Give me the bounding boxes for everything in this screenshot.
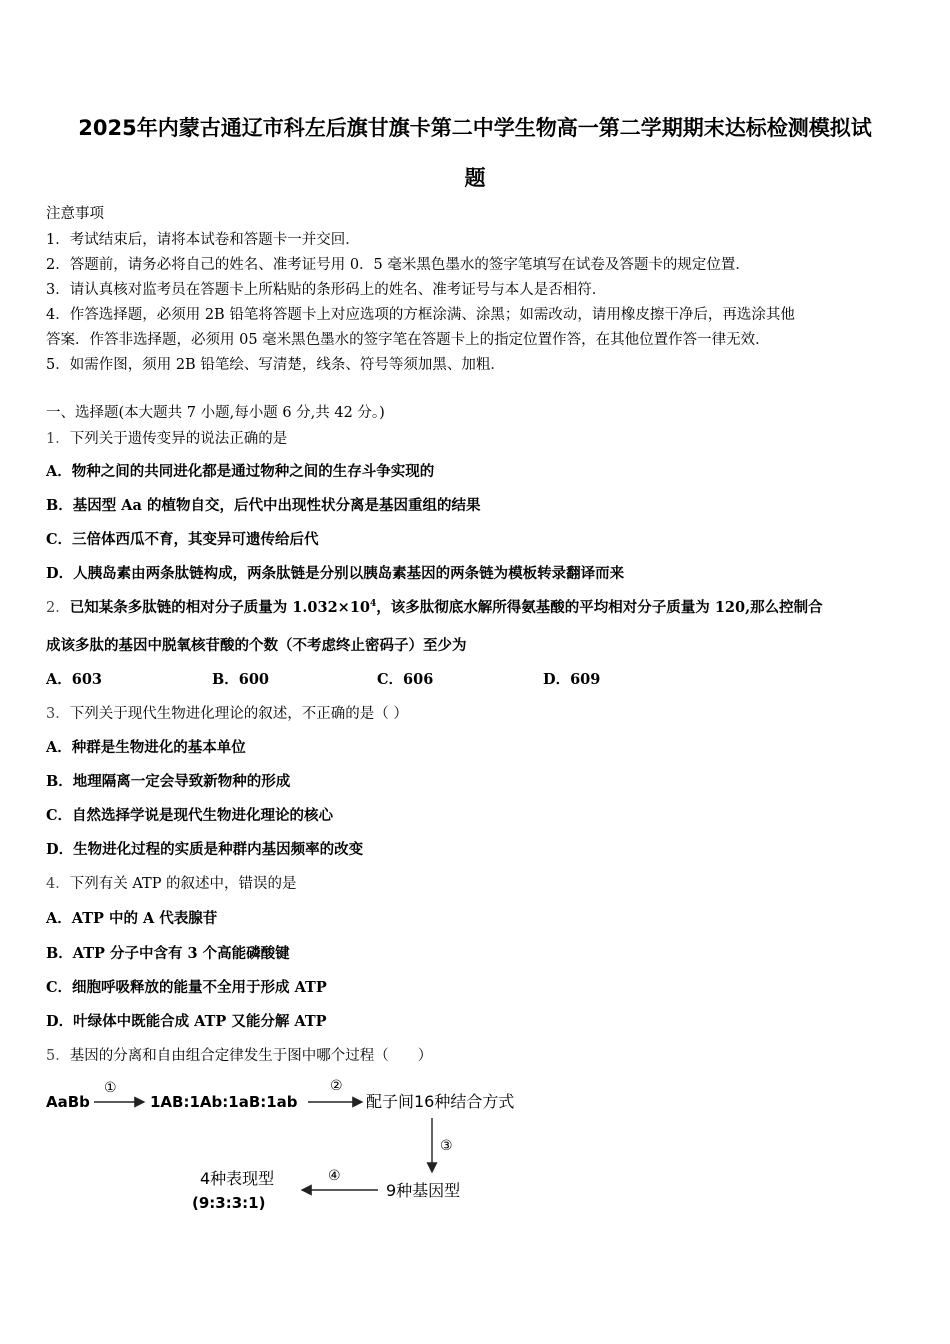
question-4-option-d: D．叶绿体中既能合成 ATP 又能分解 ATP bbox=[46, 1013, 327, 1030]
exam-title-line1: 2025年内蒙古通辽市科左后旗甘旗卡第二中学生物高一第二学期期末达标检测模拟试 bbox=[78, 116, 872, 140]
notice-item-3: 3．请认真核对监考员在答题卡上所粘贴的条形码上的姓名、准考证号与本人是否相符． bbox=[46, 282, 607, 298]
notice-item-4: 4．作答选择题，必须用 2B 铅笔将答题卡上对应选项的方框涂满、涂黑；如需改动，请用橡皮擦干净后，再选涂其他 bbox=[46, 307, 795, 323]
question-1-text: 下列关于遗传变异的说法正确的是 bbox=[69, 431, 288, 447]
question-2-stem bbox=[46, 596, 823, 617]
question-4-number: 4． bbox=[46, 876, 70, 892]
step-4-label: ④ bbox=[328, 1168, 341, 1184]
step-1-label: ① bbox=[104, 1080, 117, 1096]
question-2-option-a: A．603 bbox=[46, 671, 103, 688]
notice-item-1: 1．考试结束后，请将本试卷和答题卡一并交回． bbox=[46, 232, 360, 248]
question-2-option-b: B．600 bbox=[212, 671, 270, 688]
section-heading: 一、选择题(本大题共 7 小题,每小题 6 分,共 42 分。) bbox=[46, 405, 385, 421]
diagram-start-genotype: AaBb bbox=[46, 1093, 90, 1111]
question-2-number: 2． bbox=[46, 600, 70, 616]
question-2-option-c: C．606 bbox=[377, 671, 434, 688]
diagram-genotypes: 9种基因型 bbox=[386, 1181, 461, 1200]
notice-item-2: 2．答题前，请务必将自己的姓名、准考证号用 0．5 毫米黑色墨水的签字笔填写在试卷及答题卡的规定位置． bbox=[46, 257, 750, 273]
question-5-stem bbox=[46, 1044, 432, 1065]
question-4-option-a: A．ATP 中的 A 代表腺苷 bbox=[46, 910, 218, 927]
question-3-stem bbox=[46, 702, 408, 723]
question-3-option-b: B．地理隔离一定会导致新物种的形成 bbox=[46, 773, 291, 790]
question-4-option-b: B．ATP 分子中含有 3 个高能磷酸键 bbox=[46, 945, 290, 962]
question-3-option-c: C．自然选择学说是现代生物进化理论的核心 bbox=[46, 807, 334, 824]
question-1-option-d: D．人胰岛素由两条肽链构成，两条肽链是分别以胰岛素基因的两条链为模板转录翻译而来 bbox=[46, 565, 625, 582]
question-3-number: 3． bbox=[46, 706, 70, 722]
diagram-phenotypes: 4种表现型 bbox=[200, 1169, 275, 1188]
notice-heading: 注意事项 bbox=[46, 206, 104, 222]
question-4-option-c: C．细胞呼吸释放的能量不全用于形成 ATP bbox=[46, 979, 327, 996]
question-4-text: 下列有关 ATP 的叙述中，错误的是 bbox=[69, 876, 297, 892]
question-2-stem-cont: 成该多肽的基因中脱氧核苷酸的个数（不考虑终止密码子）至少为 bbox=[46, 637, 467, 654]
question-3-option-a: A．种群是生物进化的基本单位 bbox=[46, 739, 246, 756]
diagram-phenotype-ratio: (9:3:3:1) bbox=[192, 1194, 266, 1212]
diagram-combinations: 配子间16种结合方式 bbox=[366, 1092, 515, 1111]
notice-item-4-cont: 答案．作答非选择题，必须用 05 毫米黑色墨水的签字笔在答题卡上的指定位置作答，在其他位置作答一律无效． bbox=[46, 332, 770, 348]
step-2-label: ② bbox=[330, 1078, 343, 1094]
question-2-exponent: 4 bbox=[370, 599, 377, 610]
question-3-option-d: D．生物进化过程的实质是种群内基因频率的改变 bbox=[46, 841, 364, 858]
question-1-option-a: A．物种之间的共同进化都是通过物种之间的生存斗争实现的 bbox=[46, 463, 435, 480]
question-1-number: 1． bbox=[46, 431, 70, 447]
exam-title-line2: 题 bbox=[464, 166, 486, 190]
diagram-gametes: 1AB:1Ab:1aB:1ab bbox=[150, 1093, 298, 1111]
question-5-text: 基因的分离和自由组合定律发生于图中哪个过程（ ） bbox=[69, 1048, 433, 1064]
question-2-option-d: D．609 bbox=[543, 671, 601, 688]
question-1-option-c: C．三倍体西瓜不育，其变异可遗传给后代 bbox=[46, 531, 319, 548]
step-3-label: ③ bbox=[440, 1138, 453, 1154]
question-1-stem bbox=[46, 427, 287, 448]
genetics-process-diagram bbox=[40, 1070, 560, 1220]
question-2-text-b: ，该多肽彻底水解所得氨基酸的平均相对分子质量为 120,那么控制合 bbox=[376, 599, 823, 616]
question-2-text-a: 已知某条多肽链的相对分子质量为 1.032×10 bbox=[69, 599, 371, 616]
question-5-number: 5． bbox=[46, 1048, 70, 1064]
question-4-stem bbox=[46, 872, 297, 893]
notice-item-5: 5．如需作图，须用 2B 铅笔绘、写清楚，线条、符号等须加黑、加粗． bbox=[46, 357, 505, 373]
question-1-option-b: B．基因型 Aa 的植物自交，后代中出现性状分离是基因重组的结果 bbox=[46, 497, 481, 514]
question-3-text: 下列关于现代生物进化理论的叙述，不正确的是（ ） bbox=[69, 706, 408, 722]
